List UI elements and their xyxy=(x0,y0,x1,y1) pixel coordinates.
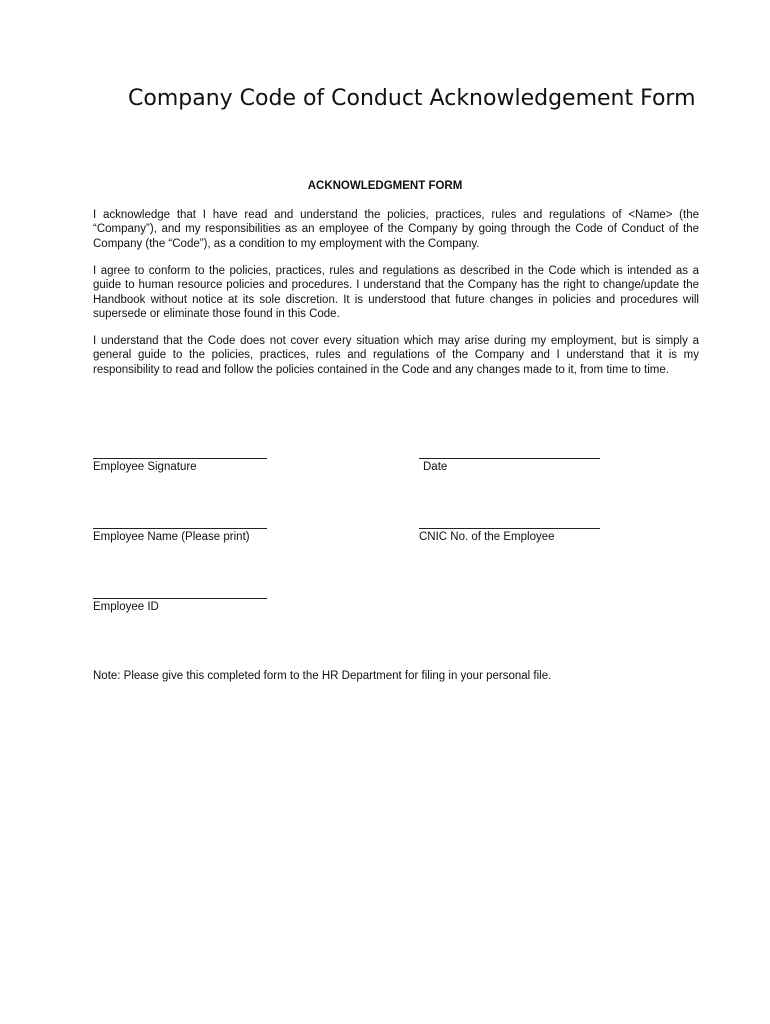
cnic-label: CNIC No. of the Employee xyxy=(419,531,555,543)
section-heading: ACKNOWLEDGMENT FORM xyxy=(307,180,463,192)
footer-note: Note: Please give this completed form to the HR Department for filing in your personal file. xyxy=(93,670,552,682)
employee-id-label: Employee ID xyxy=(93,601,159,613)
date-label: Date xyxy=(423,461,448,473)
employee-signature-field[interactable] xyxy=(93,458,267,473)
document-title: Company Code of Conduct Acknowledgement Form xyxy=(128,86,696,111)
cnic-field[interactable] xyxy=(419,528,600,543)
employee-signature-label: Employee Signature xyxy=(93,461,197,473)
cnic-line[interactable] xyxy=(419,528,600,529)
signature-line[interactable] xyxy=(93,458,267,459)
name-line[interactable] xyxy=(93,528,267,529)
paragraph-acknowledge: I acknowledge that I have read and understand the policies, practices, rules and regulations of <Name> (the “Company”), and my responsibilities as an employee of the Company by going through the Code of Conduct of the Company (the “Code”), as a condition to my employment with the Company. xyxy=(93,209,699,250)
employee-name-label: Employee Name (Please print) xyxy=(93,531,250,543)
employee-id-line[interactable] xyxy=(93,598,267,599)
date-field[interactable] xyxy=(419,458,600,473)
paragraph-agree: I agree to conform to the policies, practices, rules and regulations as described in the Code which is intended as a guide to human resource policies and procedures. I understand that the Company has the right to change/update the Handbook without notice at its sole discretion. It is understood that future changes in policies and procedures will supersede or eliminate those found in this Code. xyxy=(93,265,699,320)
employee-name-field[interactable] xyxy=(93,528,267,543)
paragraph-understand: I understand that the Code does not cover every situation which may arise during my employment, but is simply a general guide to the policies, practices, rules and regulations of the Company and I understand that it is my responsibility to read and follow the policies contained in the Code and any changes made to it, from time to time. xyxy=(93,335,699,376)
employee-id-field[interactable] xyxy=(93,598,267,613)
date-line[interactable] xyxy=(419,458,600,459)
